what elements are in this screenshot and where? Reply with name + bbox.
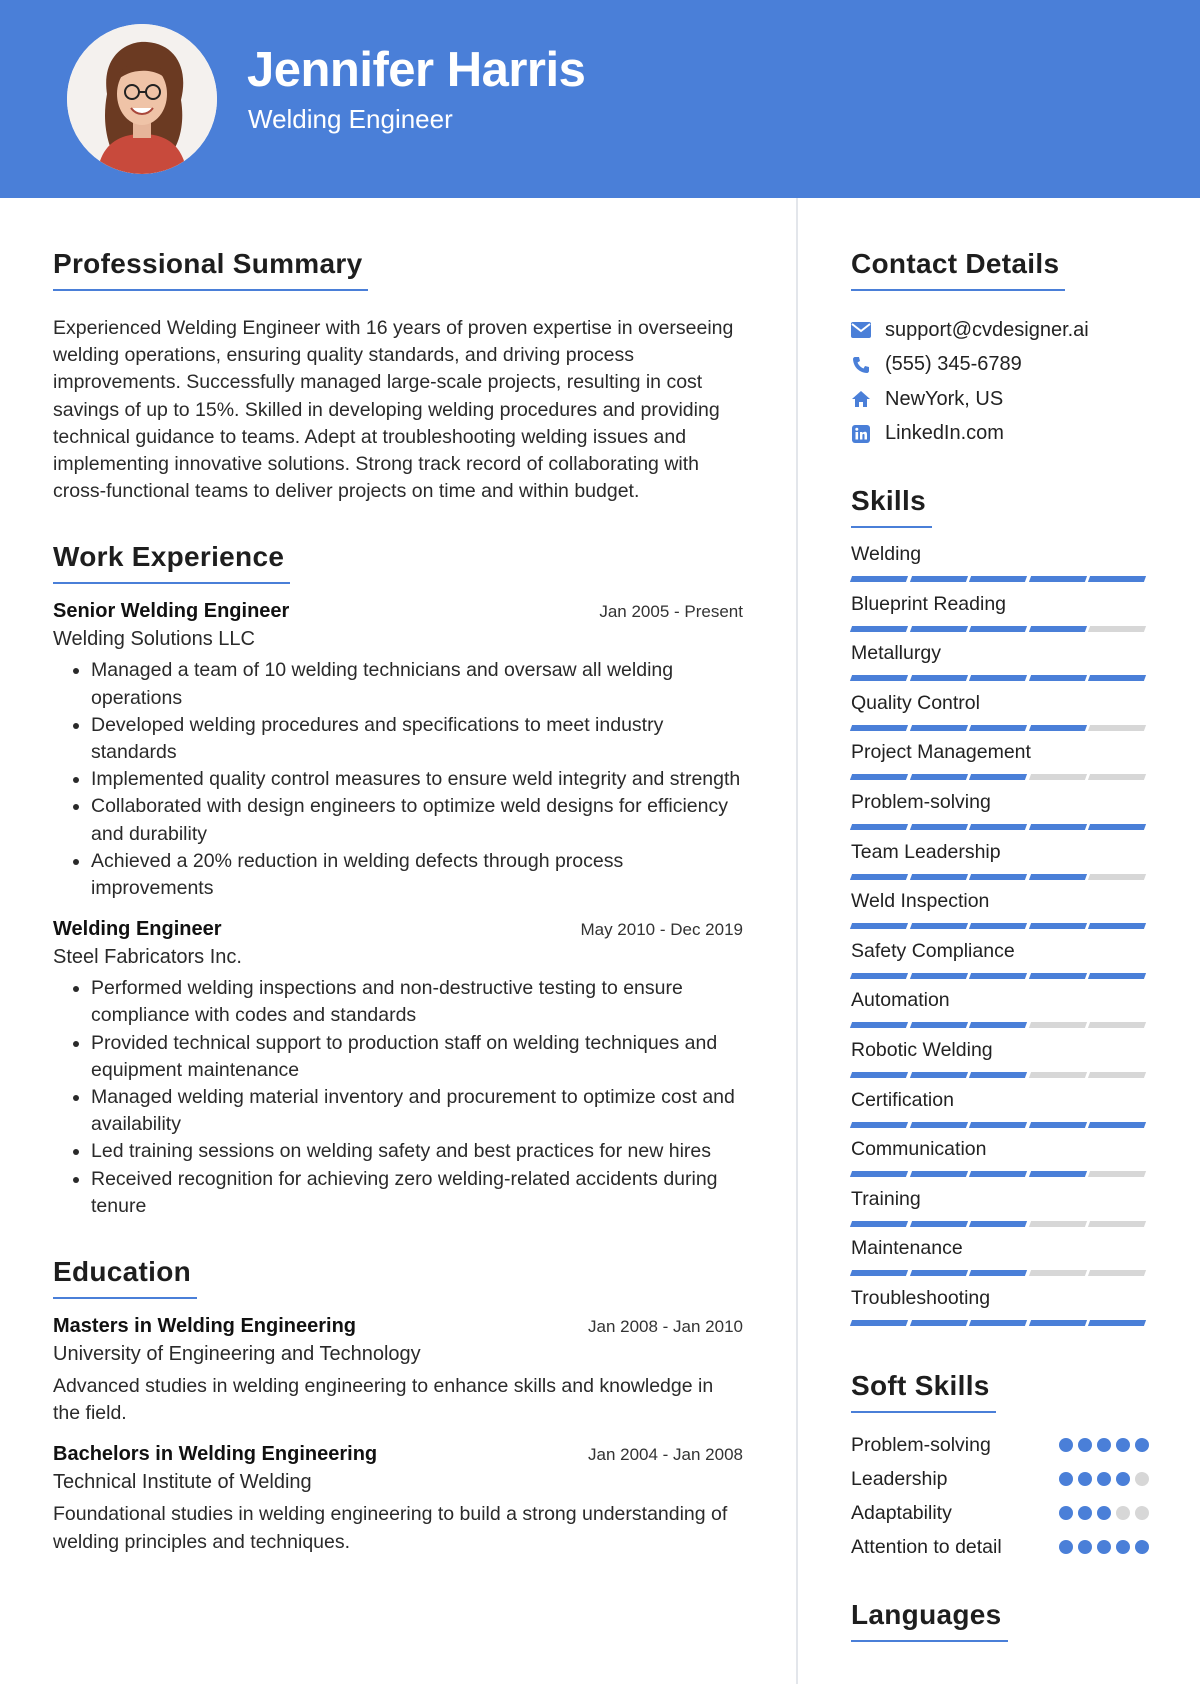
rating-dot	[1135, 1540, 1149, 1554]
skill-level-segment	[1088, 1072, 1146, 1078]
skill-level-segment	[909, 1022, 967, 1028]
skill-item	[851, 1137, 1151, 1187]
contact-item[interactable]	[851, 348, 1151, 383]
rating-dot	[1078, 1438, 1092, 1452]
skill-level-segment	[1028, 1122, 1086, 1128]
section-title: Soft Skills	[851, 1370, 996, 1413]
skill-level-segment	[909, 774, 967, 780]
languages-section	[851, 1599, 1151, 1642]
summary-section	[53, 248, 743, 505]
soft-skill-rating	[1054, 1540, 1149, 1554]
job-bullet: • Achieved a 20% reduction in welding defects through process improvements	[91, 848, 743, 902]
skill-level-segment	[1028, 1221, 1086, 1227]
skill-level-segment	[1088, 576, 1146, 582]
jobs-list	[53, 600, 743, 1220]
skill-name: Blueprint Reading	[851, 592, 1007, 615]
contact-text: NewYork, US	[885, 387, 1004, 410]
skill-level-segment	[909, 725, 967, 731]
job-bullet: • Led training sessions on welding safety and best practices for new hires	[91, 1138, 743, 1165]
skill-level-segment	[1088, 675, 1146, 681]
skill-level-segment	[1088, 626, 1146, 632]
skill-item	[851, 542, 1151, 592]
skill-level-segment	[1028, 1022, 1086, 1028]
skill-item	[851, 840, 1151, 890]
rating-dot	[1116, 1472, 1130, 1486]
rating-dot	[1116, 1438, 1130, 1452]
soft-skill-item	[851, 1431, 1151, 1459]
skill-name: Training	[851, 1187, 921, 1210]
candidate-role: Welding Engineer	[248, 104, 453, 134]
skill-name: Quality Control	[851, 691, 980, 714]
soft-skills-section	[851, 1370, 1151, 1561]
rating-dot	[1116, 1540, 1130, 1554]
skill-name: Troubleshooting	[851, 1286, 991, 1309]
skill-level-segment	[1088, 923, 1146, 929]
resume-header	[0, 0, 1200, 198]
skill-level-segment	[969, 1022, 1027, 1028]
skill-level-segment	[969, 675, 1027, 681]
school-name: University of Engineering and Technology	[53, 1343, 421, 1366]
contact-section	[851, 248, 1151, 451]
skill-level-segment	[969, 774, 1027, 780]
skill-level-segment	[1028, 874, 1086, 880]
skill-level-segment	[909, 1320, 967, 1326]
contact-item[interactable]	[851, 382, 1151, 417]
skill-level-segment	[1088, 1221, 1146, 1227]
skill-name: Project Management	[851, 741, 1031, 764]
side-column	[851, 248, 1151, 1642]
job-entry	[53, 918, 743, 1220]
skill-name: Safety Compliance	[851, 939, 1015, 962]
soft-skill-rating	[1054, 1438, 1149, 1452]
skills-list	[851, 542, 1151, 1336]
soft-skill-name: Attention to detail	[851, 1535, 1002, 1558]
section-title: Education	[53, 1256, 197, 1299]
job-bullet: • Implemented quality control measures to ensure weld integrity and strength	[91, 766, 743, 793]
skill-level-bar	[851, 675, 1151, 681]
phone-icon	[851, 355, 871, 375]
skills-section	[851, 485, 1151, 1336]
skill-level-bar	[851, 725, 1151, 731]
section-title: Professional Summary	[53, 248, 368, 291]
job-bullets	[53, 975, 743, 1220]
skill-level-segment	[1028, 576, 1086, 582]
degree-title: Bachelors in Welding Engineering	[53, 1443, 378, 1466]
skill-level-segment	[850, 1072, 908, 1078]
skill-level-segment	[909, 1270, 967, 1276]
skill-level-segment	[850, 1122, 908, 1128]
skill-level-segment	[969, 1270, 1027, 1276]
skill-item	[851, 641, 1151, 691]
skill-level-segment	[1088, 1122, 1146, 1128]
skill-level-segment	[850, 923, 908, 929]
skill-item	[851, 1038, 1151, 1088]
skill-level-segment	[909, 973, 967, 979]
skill-name: Weld Inspection	[851, 890, 990, 913]
rating-dot	[1116, 1506, 1130, 1520]
rating-dot	[1059, 1540, 1073, 1554]
education-section	[53, 1256, 743, 1556]
education-header	[53, 1443, 743, 1470]
rating-dot	[1097, 1540, 1111, 1554]
skill-level-segment	[1028, 1270, 1086, 1276]
skill-level-segment	[969, 1171, 1027, 1177]
skill-item	[851, 939, 1151, 989]
skill-level-segment	[1088, 824, 1146, 830]
work-section	[53, 541, 743, 1220]
skill-level-segment	[850, 725, 908, 731]
skill-level-segment	[850, 576, 908, 582]
skill-name: Certification	[851, 1088, 954, 1111]
skill-name: Automation	[851, 989, 950, 1012]
skill-level-segment	[1028, 626, 1086, 632]
skill-level-segment	[850, 1221, 908, 1227]
skill-level-bar	[851, 1122, 1151, 1128]
job-bullet: • Performed welding inspections and non-destructive testing to ensure compliance with codes and standards	[91, 975, 743, 1029]
soft-skill-name: Leadership	[851, 1467, 948, 1490]
soft-skill-item	[851, 1499, 1151, 1527]
skill-item	[851, 1187, 1151, 1237]
skill-item	[851, 988, 1151, 1038]
skill-level-bar	[851, 1320, 1151, 1326]
job-dates: May 2010 - Dec 2019	[580, 920, 743, 940]
rating-dot	[1135, 1506, 1149, 1520]
skill-level-bar	[851, 923, 1151, 929]
skill-name: Robotic Welding	[851, 1038, 993, 1061]
skill-level-segment	[1088, 874, 1146, 880]
skill-level-bar	[851, 874, 1151, 880]
rating-dot	[1059, 1438, 1073, 1452]
education-dates: Jan 2004 - Jan 2008	[587, 1445, 743, 1465]
section-title: Languages	[851, 1599, 1008, 1642]
contact-item[interactable]	[851, 313, 1151, 348]
education-list	[53, 1315, 743, 1556]
summary-text: Experienced Welding Engineer with 16 years of proven expertise in overseeing welding operations, ensuring quality standards, and driving process improvements. Successfully managed large-scale projects, resulting in cost savings of up to 15%. Skilled in developing welding procedures and providing technical guidance to teams. Adept at troubleshooting welding issues and implementing innovative solutions. Strong track record of collaborating with cross-functional teams to deliver projects on time and within budget.	[53, 317, 734, 503]
candidate-name: Jennifer Harris	[247, 43, 586, 97]
skill-item	[851, 1286, 1151, 1336]
skill-level-bar	[851, 1171, 1151, 1177]
skill-item	[851, 691, 1151, 741]
section-title: Contact Details	[851, 248, 1065, 291]
school-name: Technical Institute of Welding	[53, 1471, 312, 1494]
skill-level-segment	[969, 824, 1027, 830]
skill-level-segment	[969, 923, 1027, 929]
skill-level-segment	[1028, 675, 1086, 681]
education-entry	[53, 1443, 743, 1555]
skill-level-segment	[909, 675, 967, 681]
skill-level-segment	[909, 626, 967, 632]
skill-level-segment	[969, 626, 1027, 632]
rating-dot	[1078, 1540, 1092, 1554]
skill-level-segment	[1028, 1171, 1086, 1177]
skill-item	[851, 1088, 1151, 1138]
contact-text: LinkedIn.com	[885, 422, 1004, 445]
skill-level-segment	[850, 626, 908, 632]
column-divider	[796, 198, 798, 1684]
education-description: Foundational studies in welding engineering to build a strong understanding of welding principles and techniques.	[53, 1503, 728, 1553]
skill-level-segment	[909, 1221, 967, 1227]
skill-level-bar	[851, 1072, 1151, 1078]
skill-level-segment	[909, 576, 967, 582]
section-title: Skills	[851, 485, 932, 528]
job-bullet: • Developed welding procedures and specifications to meet industry standards	[91, 712, 743, 766]
education-entry	[53, 1315, 743, 1427]
skill-level-segment	[1028, 973, 1086, 979]
skill-level-bar	[851, 774, 1151, 780]
education-description: Advanced studies in welding engineering to enhance skills and knowledge in the field.	[53, 1375, 714, 1425]
skill-level-segment	[1028, 1072, 1086, 1078]
contact-list	[851, 313, 1151, 451]
skill-level-segment	[850, 824, 908, 830]
soft-skill-item	[851, 1465, 1151, 1493]
job-bullet: • Collaborated with design engineers to optimize weld designs for efficiency and durability	[91, 793, 743, 847]
skill-level-segment	[850, 973, 908, 979]
skill-level-segment	[850, 1022, 908, 1028]
rating-dot	[1097, 1472, 1111, 1486]
skill-level-segment	[1028, 774, 1086, 780]
skill-level-segment	[850, 774, 908, 780]
skill-level-bar	[851, 626, 1151, 632]
skill-name: Team Leadership	[851, 840, 1001, 863]
skill-level-segment	[1088, 1320, 1146, 1326]
skill-level-segment	[969, 874, 1027, 880]
skill-level-segment	[969, 1072, 1027, 1078]
skill-level-bar	[851, 824, 1151, 830]
job-company: Steel Fabricators Inc.	[53, 946, 242, 969]
skill-level-bar	[851, 1270, 1151, 1276]
rating-dot	[1135, 1472, 1149, 1486]
job-bullet: • Managed a team of 10 welding technicians and oversaw all welding operations	[91, 657, 743, 711]
job-title: Welding Engineer	[53, 918, 222, 941]
skill-level-segment	[969, 725, 1027, 731]
job-title: Senior Welding Engineer	[53, 600, 290, 623]
soft-skill-rating	[1054, 1472, 1149, 1486]
soft-skill-item	[851, 1533, 1151, 1561]
skill-item	[851, 740, 1151, 790]
skill-name: Communication	[851, 1138, 987, 1161]
rating-dot	[1097, 1438, 1111, 1452]
skill-level-segment	[1088, 973, 1146, 979]
rating-dot	[1059, 1506, 1073, 1520]
skill-level-segment	[909, 824, 967, 830]
section-title: Work Experience	[53, 541, 290, 584]
rating-dot	[1097, 1506, 1111, 1520]
skill-level-bar	[851, 973, 1151, 979]
contact-text: (555) 345-6789	[885, 353, 1022, 376]
job-dates: Jan 2005 - Present	[599, 602, 743, 622]
skill-name: Metallurgy	[851, 642, 941, 665]
skill-level-segment	[909, 923, 967, 929]
skill-level-segment	[969, 1221, 1027, 1227]
degree-title: Masters in Welding Engineering	[53, 1315, 357, 1338]
skill-level-segment	[909, 1171, 967, 1177]
skill-item	[851, 790, 1151, 840]
job-header	[53, 918, 743, 945]
skill-level-bar	[851, 576, 1151, 582]
skill-level-segment	[1028, 923, 1086, 929]
home-icon	[851, 389, 871, 409]
job-bullet: • Received recognition for achieving zero welding-related accidents during tenure	[91, 1166, 743, 1220]
skill-level-segment	[850, 1270, 908, 1276]
skill-item	[851, 592, 1151, 642]
job-bullet: • Provided technical support to production staff on welding techniques and equipment maintenance	[91, 1030, 743, 1084]
skill-level-segment	[850, 675, 908, 681]
skill-level-segment	[969, 973, 1027, 979]
rating-dot	[1078, 1472, 1092, 1486]
skill-level-segment	[1028, 725, 1086, 731]
education-header	[53, 1315, 743, 1342]
skill-level-segment	[909, 874, 967, 880]
profile-photo	[67, 24, 217, 174]
skill-level-segment	[850, 874, 908, 880]
skill-level-segment	[850, 1320, 908, 1326]
skill-item	[851, 889, 1151, 939]
skill-level-bar	[851, 1221, 1151, 1227]
skill-name: Problem-solving	[851, 790, 991, 813]
skill-level-segment	[969, 576, 1027, 582]
skill-level-segment	[1088, 725, 1146, 731]
job-bullet: • Managed welding material inventory and procurement to optimize cost and availability	[91, 1084, 743, 1138]
rating-dot	[1078, 1506, 1092, 1520]
soft-skill-rating	[1054, 1506, 1149, 1520]
envelope-icon	[851, 320, 871, 340]
skill-level-segment	[1088, 1270, 1146, 1276]
skill-level-segment	[850, 1171, 908, 1177]
soft-skills-list	[851, 1431, 1151, 1561]
linkedin-icon	[851, 424, 871, 444]
job-header	[53, 600, 743, 627]
skill-level-segment	[969, 1320, 1027, 1326]
skill-name: Maintenance	[851, 1237, 963, 1260]
skill-level-segment	[1028, 824, 1086, 830]
skill-level-segment	[1028, 1320, 1086, 1326]
education-dates: Jan 2008 - Jan 2010	[587, 1317, 743, 1337]
main-column	[53, 248, 743, 1556]
skill-level-segment	[1088, 774, 1146, 780]
job-bullets	[53, 657, 743, 902]
rating-dot	[1135, 1438, 1149, 1452]
soft-skill-name: Adaptability	[851, 1501, 952, 1524]
avatar	[67, 24, 217, 174]
skill-level-segment	[1088, 1022, 1146, 1028]
skill-item	[851, 1236, 1151, 1286]
skill-level-segment	[969, 1122, 1027, 1128]
skill-level-segment	[1088, 1171, 1146, 1177]
job-entry	[53, 600, 743, 902]
rating-dot	[1059, 1472, 1073, 1486]
skill-level-bar	[851, 1022, 1151, 1028]
contact-item[interactable]	[851, 417, 1151, 452]
skill-level-segment	[909, 1072, 967, 1078]
job-company: Welding Solutions LLC	[53, 628, 255, 651]
skill-name: Welding	[851, 543, 922, 565]
skill-level-segment	[909, 1122, 967, 1128]
soft-skill-name: Problem-solving	[851, 1433, 991, 1456]
contact-text: support@cvdesigner.ai	[885, 318, 1089, 341]
